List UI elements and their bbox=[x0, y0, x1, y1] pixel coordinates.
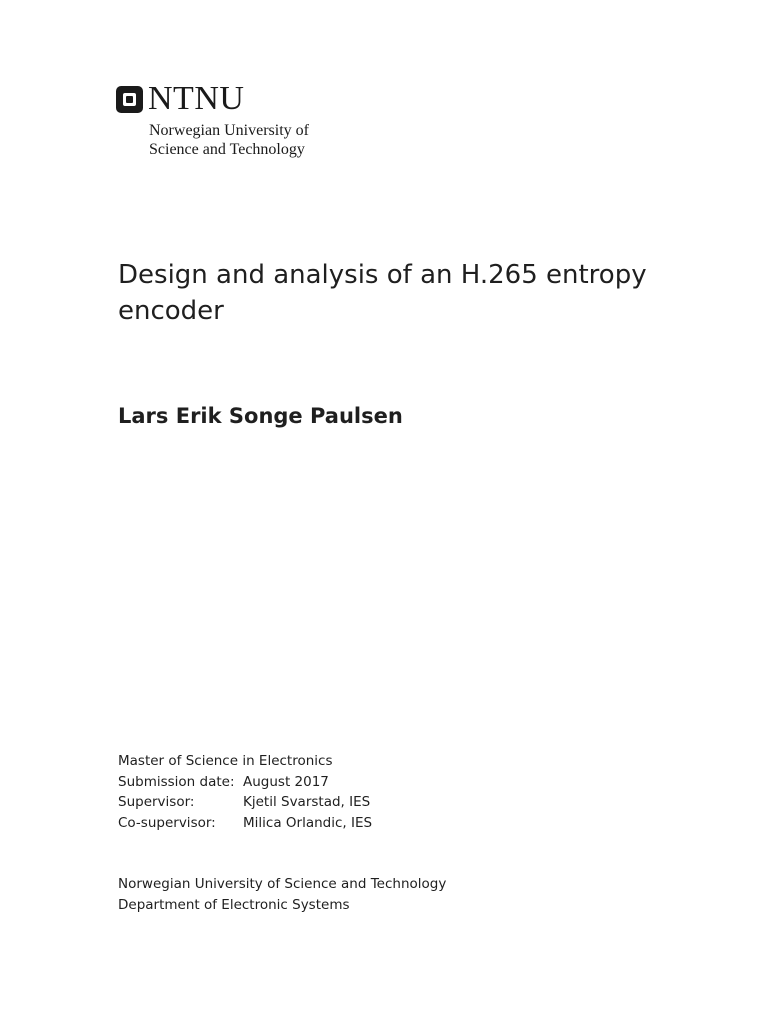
thesis-title-line2: encoder bbox=[118, 296, 224, 326]
program-row bbox=[118, 751, 372, 772]
logo-subtitle-line1: Norwegian University of bbox=[149, 122, 309, 139]
university-name: Norwegian University of Science and Technology bbox=[118, 876, 447, 892]
supervisor-row bbox=[118, 792, 372, 813]
cosupervisor-row bbox=[118, 813, 372, 834]
program-name: Master of Science in Electronics bbox=[118, 753, 333, 769]
thesis-details bbox=[118, 751, 372, 834]
author-name: Lars Erik Songe Paulsen bbox=[118, 404, 403, 428]
supervisor-value: Kjetil Svarstad, IES bbox=[243, 794, 371, 811]
logo-wordmark: NTNU bbox=[148, 80, 245, 117]
thesis-title-line1: Design and analysis of an H.265 entropy bbox=[118, 260, 647, 290]
submission-label: Submission date: bbox=[118, 773, 235, 790]
cosupervisor-value: Milica Orlandic, IES bbox=[243, 815, 373, 832]
logo-subtitle bbox=[149, 121, 309, 159]
submission-row bbox=[118, 772, 372, 793]
institution-block bbox=[118, 874, 446, 915]
cosupervisor-label: Co-supervisor: bbox=[118, 815, 216, 832]
ntnu-logo-icon bbox=[116, 86, 143, 113]
supervisor-label: Supervisor: bbox=[118, 794, 195, 811]
thesis-title bbox=[118, 257, 678, 329]
logo-subtitle-line2: Science and Technology bbox=[149, 141, 305, 158]
submission-value: August 2017 bbox=[243, 773, 329, 790]
department-name: Department of Electronic Systems bbox=[118, 896, 350, 913]
